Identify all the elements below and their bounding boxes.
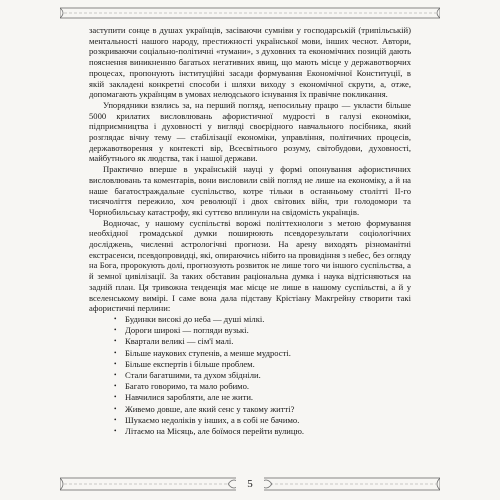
bullet-icon: • [114,382,117,391]
bullet-icon: • [114,427,117,436]
bullet-icon: • [114,415,117,424]
list-item: • Більше наукових ступенів, а менше мудрості. [114,347,291,358]
page-number: 5 [236,476,264,492]
bullet-icon: • [114,337,117,346]
list-item: • Будинки високі до неба — душі мілкі. [114,313,265,324]
top-ornamental-border [60,6,440,20]
list-item: • Живемо довше, але який сенс у такому житті? [114,403,295,414]
bullet-icon: • [114,359,117,368]
paragraph: заступити сонце в душах українців, засіваючи сумніви у господарській (трипільській) ментальності нашого народу, престижності української мови, інших чеснот. Автори, розкриваючи соціально-політичні «тумани», з духовних та економічних позицій дають пояснення виникненню багатьох негативних явищ, що мають місце у державотворчих процесах, пропонують інституційні засади формування Економічної Конституції, в якій закладені конкретні способи і шляхи виходу з економічної скрути, а, отже, допомагають українцям в умовах нелюдського існування їх правічне покликання. [89,25,411,100]
bullet-icon: • [114,314,117,323]
bullet-icon: • [114,404,117,413]
paragraph: Практично вперше в українській науці у формі опонування афористичних висловлювань та коментарів, вони висловили свій погляд не лише на економіку, а й на наше багатостраждальне суспільство, котре тільки в останньому столітті ІІ-го тисячоліття пережило, хоч революції і двох світових війн, три голодомори та Чорнобильську катастрофу, які суттєво вплинули на свідомість українців. [89,164,411,217]
list-item: • Квартали великі — сім'ї малі. [114,336,234,347]
bullet-icon: • [114,326,117,335]
paragraph: Водночас, у нашому суспільстві ворожі політтехнологи з метою формування необхідної громадської думки поширюють псевдорезультати соціологічних досліджень, численні астрологічні прогнози. На арену виходять різноманітні екстрасенси, псевдопровидці, які, опираючись нібито на провидіння з небес, без огляду на Бога, пророкують долі, прогнозують розвиток не лише того чи іншого суспільства, а й земної цивілізації. За таких обставин раціональна думка і наука відтісняються на задній план. Ця тривожна тенденція має місце не лише в нашому суспільстві, а й у вселенському вимірі. І саме вона дала підставу Крістіану Макгрейну створити такі афористичні перлини: [89,217,411,314]
aphorism-list [89,314,411,437]
list-item: • Літаємо на Місяць, але боїмося перейти вулицю. [114,426,305,437]
list-item: • Навчилися заробляти, але не жити. [114,392,254,403]
bullet-icon: • [114,393,117,402]
list-item: • Багато говоримо, та мало робимо. [114,381,250,392]
paragraph: Упорядники взялись за, на перший погляд, непосильну працю — укласти більше 5000 крилатих висловлювань афористичної мудрості в галузі економіки, підприємництва і духовності у вигляді своєрідного навчального посібника, який розглядає вічну тему — стабілізації економіки, управління, політичних процесів, державотворення у контексті вір, Всесвітнього розуму, світобудови, духовності, майбутнього як людства, так і нашої держави. [89,99,411,164]
text-body [89,25,411,437]
bullet-icon: • [114,371,117,379]
list-item: • Більше експертів і більше проблем. [114,358,255,369]
list-item: • Шукаємо недоліків у інших, а в собі не бачимо. [114,414,300,425]
list-item: • Дороги широкі — погляди вузькі. [114,325,249,336]
bullet-icon: • [114,348,117,357]
list-item: • Стали багатшими, та духом збідніли. [114,370,261,380]
